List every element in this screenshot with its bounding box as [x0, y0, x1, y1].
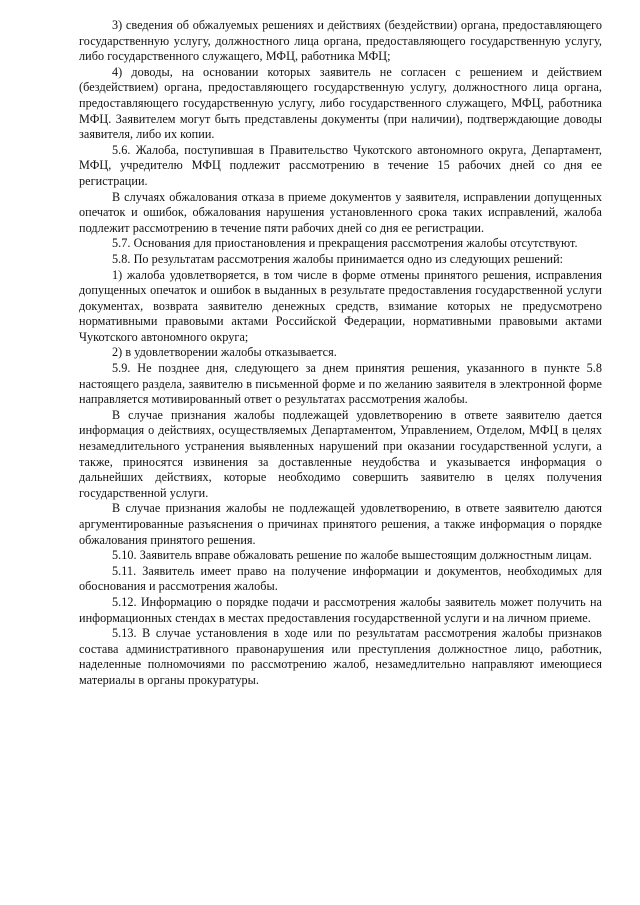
paragraph-unsatisfied-info: В случае признания жалобы не подлежащей удовлетворению, в ответе заявителю даются аргументированные разъяснения о причинах принятого решения, а также информация о порядке обжалования принятого решения.	[79, 501, 602, 547]
paragraph-5-10-appeal: 5.10. Заявитель вправе обжаловать решение по жалобе вышестоящим должностным лицам.	[112, 548, 592, 563]
document-body	[79, 18, 602, 689]
paragraph-result-2-refused: 2) в удовлетворении жалобы отказывается.	[112, 345, 337, 360]
paragraph-satisfied-info: В случае признания жалобы подлежащей удовлетворению в ответе заявителю дается информация о действиях, осуществляемых Департаментом, Управлением, Отделом, МФЦ в целях незамедлительного устранения выявленных нарушений при оказании государственной услуги, а также, приносятся извинения за доставленные неудобства и указывается информация о дальнейших действиях, которые необходимо совершить заявителю в целях получения государственной услуги.	[79, 407, 602, 500]
paragraph-5-13-prosecution: 5.13. В случае установления в ходе или по результатам рассмотрения жалобы признаков состава административного правонарушения или преступления должностное лицо, работник, наделенные полномочиями по рассмотрению жалоб, незамедлительно направляют имеющиеся материалы в органы прокуратуры.	[79, 626, 602, 687]
paragraph-3-complaint-decisions: 3) сведения об обжалуемых решениях и действиях (бездействии) органа, предоставляющего государственную услугу, должностного лица органа, предоставляющего государственную услугу, либо государственного служащего, МФЦ, работника МФЦ;	[79, 18, 602, 64]
paragraph-5-6-review-period: 5.6. Жалоба, поступившая в Правительство Чукотского автономного округа, Департамент, МФЦ, учредителю МФЦ подлежит рассмотрению в течение 15 рабочих дней со дня ее регистрации.	[79, 142, 602, 188]
paragraph-5-12-stands: 5.12. Информацию о порядке подачи и рассмотрения жалобы заявитель может получить на информационных стендах в местах предоставления государственной услуги и на личном приеме.	[79, 594, 602, 625]
paragraph-refusal-review: В случаях обжалования отказа в приеме документов у заявителя, исправлении допущенных опечаток и ошибок, обжалования нарушения установленного срока таких исправлений, жалоба подлежит рассмотрению в течение пяти рабочих дней со дня ее регистрации.	[79, 189, 602, 235]
paragraph-4-arguments: 4) доводы, на основании которых заявитель не согласен с решением и действием (бездействием) органа, предоставляющего государственную услугу, должностного лица органа, предоставляющего государственную услугу, либо государственного служащего, МФЦ, работника МФЦ. Заявителем могут быть представлены документы (при наличии), подтверждающие доводы заявителя, либо их копии.	[79, 64, 602, 142]
paragraph-5-9-response: 5.9. Не позднее дня, следующего за днем принятия решения, указанного в пункте 5.8 настоящего раздела, заявителю в письменной форме и по желанию заявителя в электронной форме направляется мотивированный ответ о результатах рассмотрения жалобы.	[79, 361, 602, 407]
paragraph-5-8-results: 5.8. По результатам рассмотрения жалобы принимается одно из следующих решений:	[112, 251, 564, 266]
paragraph-result-1-satisfied: 1) жалоба удовлетворяется, в том числе в форме отмены принятого решения, исправления допущенных опечаток и ошибок в выданных в результате предоставления государственной услуги документах, возврата заявителю денежных средств, взимание которых не предусмотрено нормативными правовыми актами Российской Федерации, нормативными правовыми актами Чукотского автономного округа;	[79, 267, 602, 344]
paragraph-5-11-information-right: 5.11. Заявитель имеет право на получение информации и документов, необходимых для обоснования и рассмотрения жалобы.	[79, 563, 602, 594]
paragraph-5-7-grounds: 5.7. Основания для приостановления и прекращения рассмотрения жалобы отсутствуют.	[112, 236, 578, 251]
